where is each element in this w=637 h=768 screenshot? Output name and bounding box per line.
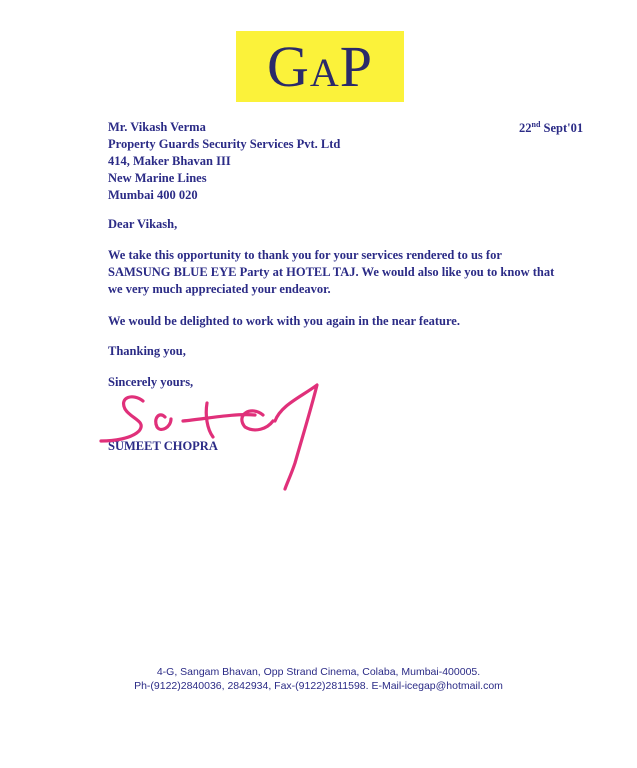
body-line: SAMSUNG BLUE EYE Party at HOTEL TAJ. We would also like you to know that bbox=[108, 265, 555, 279]
logo-wordmark bbox=[266, 33, 374, 99]
recipient-address-line2: New Marine Lines bbox=[108, 171, 207, 185]
recipient-company: Property Guards Security Services Pvt. Ltd bbox=[108, 137, 341, 151]
body-line: we very much appreciated your endeavor. bbox=[108, 282, 331, 296]
signature-stroke-loop bbox=[156, 415, 171, 430]
letter-date bbox=[519, 121, 583, 135]
signature-stroke-tail bbox=[275, 385, 317, 489]
logo-letter-p: P bbox=[339, 33, 374, 99]
body-line: We take this opportunity to thank you for your services rendered to us for bbox=[108, 248, 502, 262]
logo-letter-g: G bbox=[266, 33, 310, 99]
logo-letter-a: A bbox=[309, 49, 340, 95]
salutation: Dear Vikash, bbox=[108, 217, 178, 231]
date-suffix: nd bbox=[531, 120, 541, 129]
recipient-city: Mumbai 400 020 bbox=[108, 188, 198, 202]
footer-contact: Ph-(9122)2840036, 2842934, Fax-(9122)2811598. E-Mail-icegap@hotmail.com bbox=[134, 680, 503, 692]
body-paragraph-2: We would be delighted to work with you again in the near feature. bbox=[108, 314, 460, 328]
closing-sincerely: Sincerely yours, bbox=[108, 375, 194, 389]
signatory-name: SUMEET CHOPRA bbox=[108, 439, 218, 453]
date-month-year: Sept'01 bbox=[540, 121, 584, 135]
recipient-address-line1: 414, Maker Bhavan III bbox=[108, 154, 231, 168]
closing-thanks: Thanking you, bbox=[108, 344, 186, 358]
recipient-name: Mr. Vikash Verma bbox=[108, 120, 206, 134]
handwritten-signature bbox=[95, 375, 335, 495]
body-paragraph-1 bbox=[108, 247, 628, 298]
footer-address: 4-G, Sangam Bhavan, Opp Strand Cinema, Colaba, Mumbai-400005. bbox=[156, 666, 481, 678]
date-day: 22 bbox=[519, 121, 532, 135]
company-logo bbox=[236, 31, 404, 102]
signature-stroke-s bbox=[101, 397, 143, 441]
signature-stroke-c bbox=[242, 411, 273, 430]
signature-stroke-t bbox=[206, 403, 213, 437]
